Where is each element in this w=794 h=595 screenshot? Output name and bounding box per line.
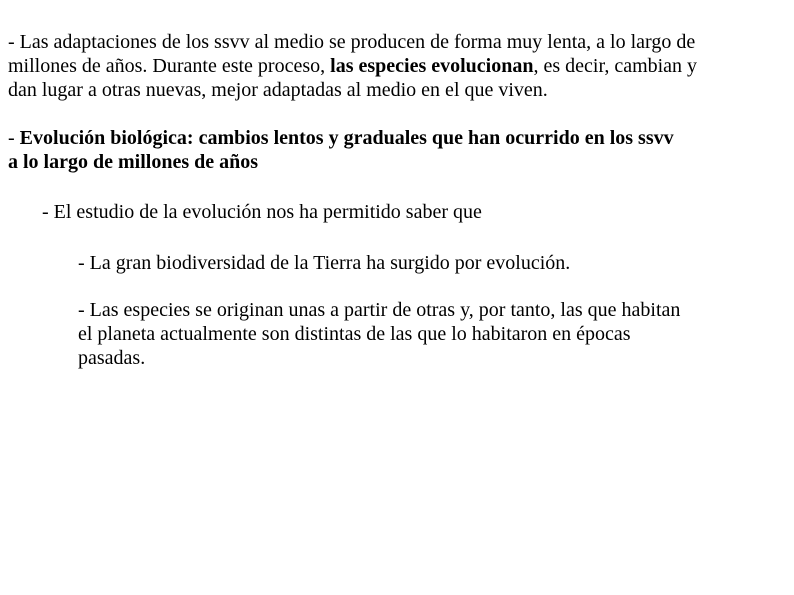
text-line: el planeta actualmente son distintas de las que lo habitaron en épocas <box>78 323 631 345</box>
text-line: - Las adaptaciones de los ssvv al medio se producen de forma muy lenta, a lo largo de <box>8 31 696 53</box>
paragraph-origen-especies <box>78 298 680 370</box>
text-line: dan lugar a otras nuevas, mejor adaptadas al medio en el que viven. <box>8 79 548 101</box>
definition-line: a lo largo de millones de años <box>8 151 259 173</box>
text-line: - El estudio de la evolución nos ha permitido saber que <box>42 201 482 223</box>
definition-line: Evolución biológica: cambios lentos y graduales que han ocurrido en los ssvv <box>19 127 674 149</box>
text-line <box>8 126 674 150</box>
text-line <box>8 54 697 78</box>
bullet-dash: - <box>8 127 20 149</box>
text-line: - Las especies se originan unas a partir de otras y, por tanto, las que habitan <box>78 299 681 321</box>
text-line: pasadas. <box>78 347 146 369</box>
text-line: - La gran biodiversidad de la Tierra ha surgido por evolución. <box>78 252 571 274</box>
text-run: , es decir, cambian y <box>533 55 698 77</box>
text-line <box>8 150 674 174</box>
text-run: millones de años. Durante este proceso, <box>8 55 331 77</box>
paragraph-adaptaciones <box>8 30 697 102</box>
emphasis-especies-evolucionan: las especies evolucionan <box>330 55 534 77</box>
paragraph-definicion-evolucion <box>8 126 674 174</box>
paragraph-biodiversidad <box>78 251 570 275</box>
paragraph-estudio-evolucion <box>42 200 482 224</box>
